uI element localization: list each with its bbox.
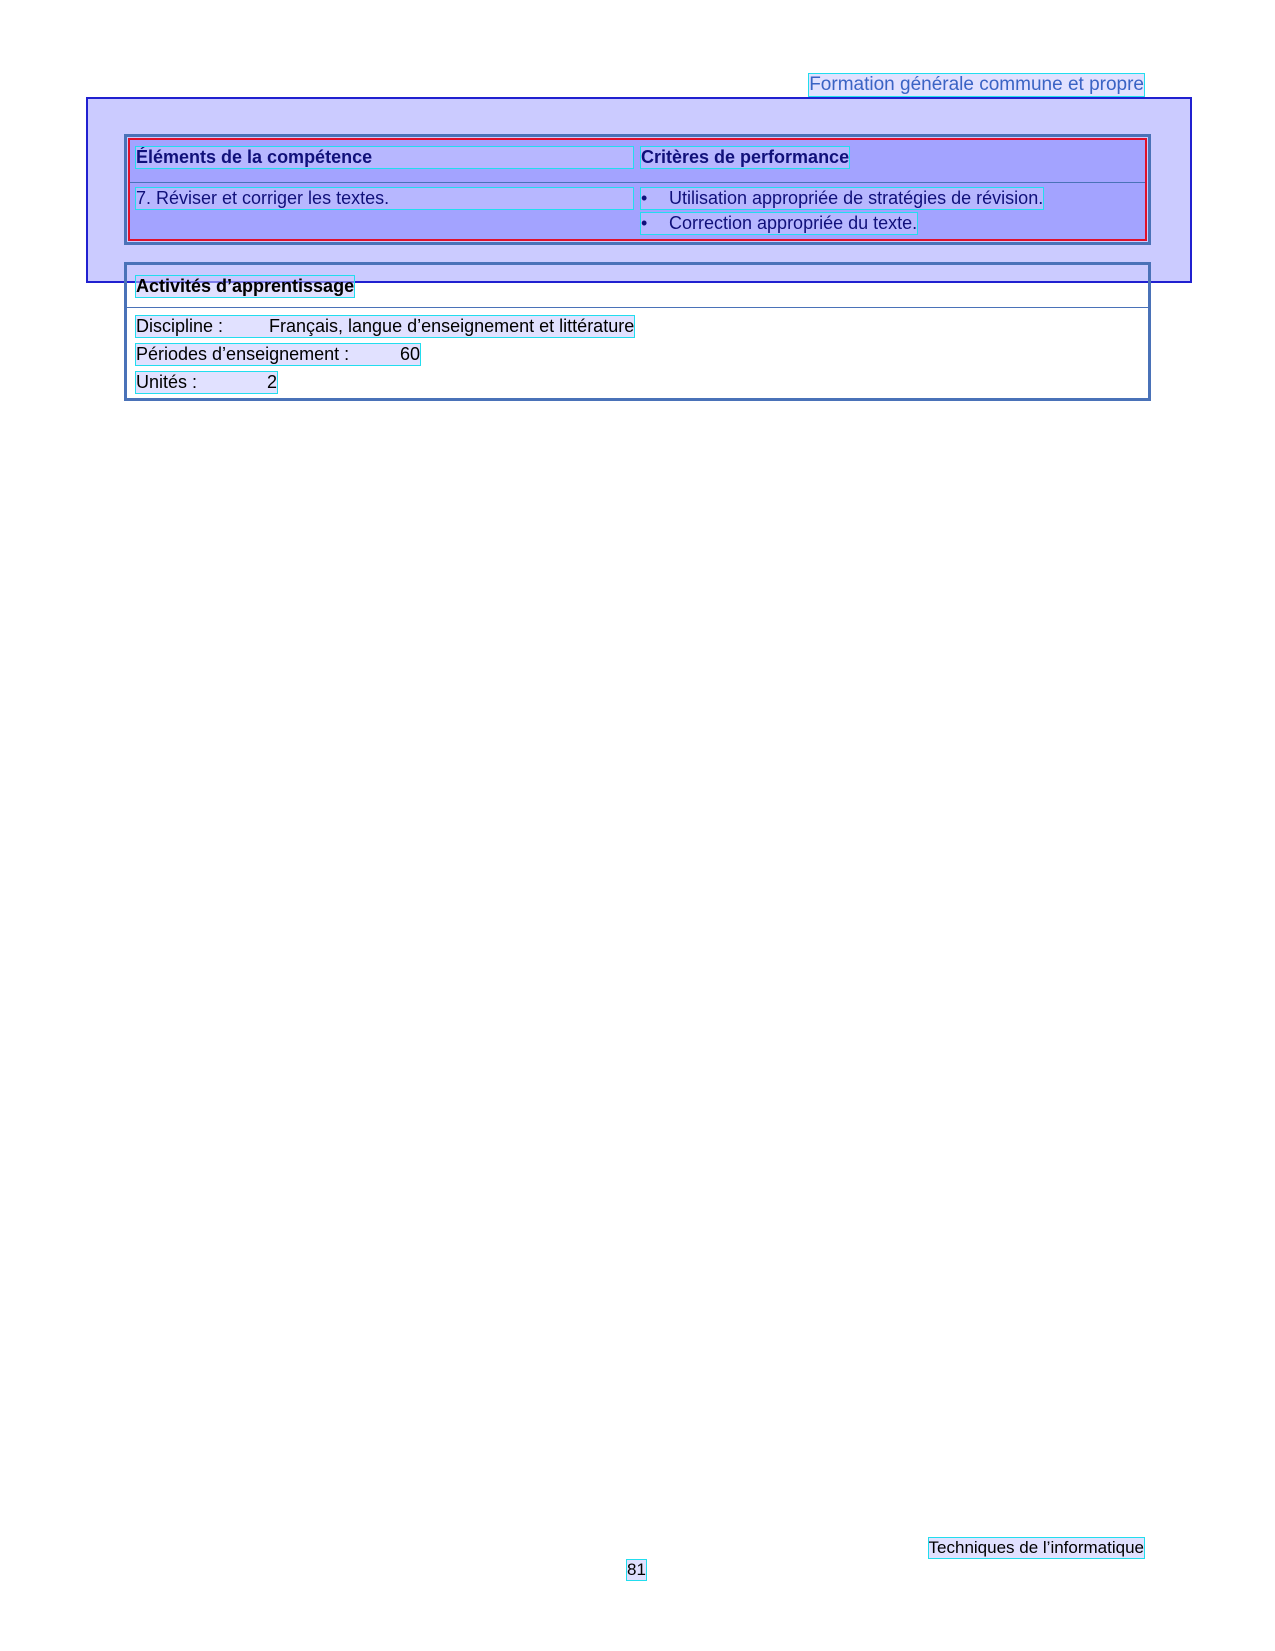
discipline-value: Français, langue d’enseignement et littérature [269,316,635,336]
units-line [136,372,277,393]
column-header-elements: Éléments de la compétence [136,147,633,168]
periods-label: Périodes d’enseignement : [136,344,350,364]
units-value: 2 [267,372,278,392]
periods-line [136,344,420,365]
activities-box [124,262,1151,401]
criteria-item-text: Correction appropriée du texte. [669,213,918,233]
table-divider [130,182,1145,183]
bullet-icon: • [641,213,648,233]
criteria-item [641,188,1043,209]
periods-value: 60 [400,344,421,364]
page-number: 81 [627,1560,646,1579]
competence-element: 7. Réviser et corriger les textes. [136,188,633,209]
footer-program: Techniques de l’informatique [928,1538,1144,1557]
units-label: Unités : [136,372,198,392]
activities-divider [127,307,1148,308]
competence-table [124,134,1151,245]
column-header-criteria: Critères de performance [641,147,850,167]
criteria-item-text: Utilisation appropriée de stratégies de révision. [669,188,1044,208]
running-header: Formation générale commune et propre [809,74,1144,95]
discipline-line [136,316,634,337]
activities-title: Activités d’apprentissage [136,276,355,296]
discipline-label: Discipline : [136,316,224,336]
criteria-item [641,213,917,234]
bullet-icon: • [641,188,648,208]
